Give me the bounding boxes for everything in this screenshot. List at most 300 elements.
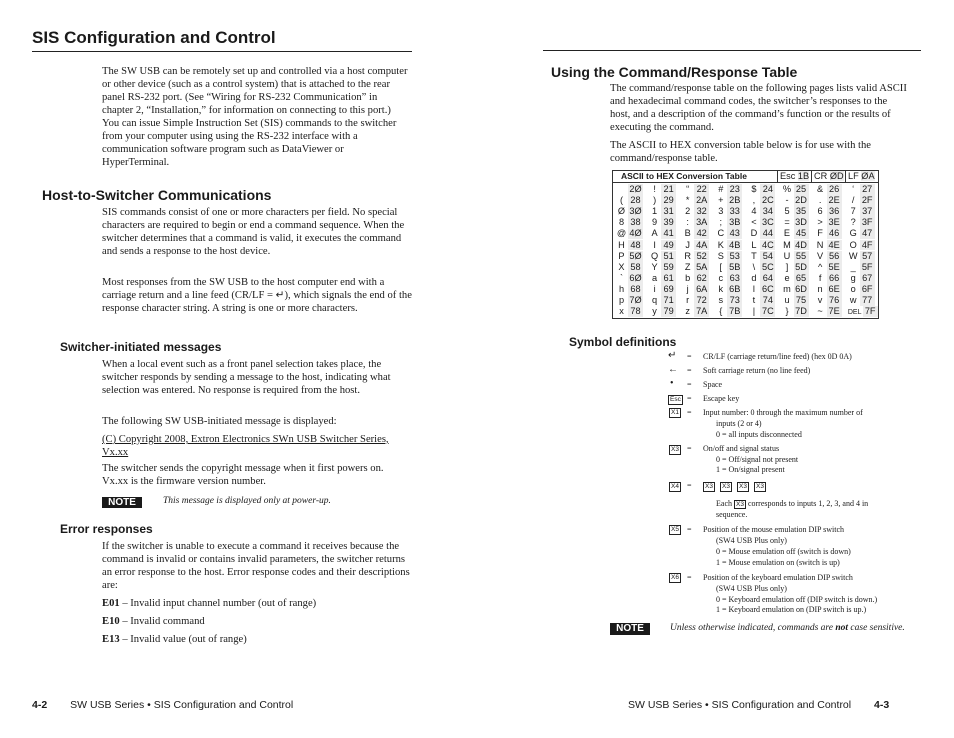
table-cell: [781, 284, 809, 295]
hex-code: 7F: [863, 306, 878, 317]
soft-return-arrow-icon: ←: [668, 364, 678, 375]
table-cell: [714, 206, 742, 217]
table-cell: [681, 195, 709, 206]
note-pre: Unless otherwise indicated, commands are: [670, 623, 836, 633]
table-cell: [781, 217, 809, 228]
x5-desc-line4: 1 = Mouse emulation on (switch is up): [716, 558, 840, 567]
table-cell: [714, 228, 742, 239]
hex-code: 3E: [828, 217, 840, 228]
note-badge-right: NOTE: [610, 623, 650, 635]
x6-desc-line3: 0 = Keyboard emulation off (DIP switch is down.): [716, 595, 878, 604]
ascii-char: T: [751, 250, 757, 261]
copyright-message: (C) Copyright 2008, Extron Electronics SWn USB Switcher Series, Vx.xx: [102, 434, 389, 458]
each-x3-desc-line2: sequence.: [716, 510, 748, 519]
ascii-char: ~: [817, 306, 823, 317]
table-cell: [648, 251, 676, 262]
symbol-crlf-desc: CR/LF (carriage return/line feed) (hex 0D 0A): [703, 352, 852, 361]
table-cell: [847, 273, 875, 284]
ascii-char: }: [785, 306, 789, 317]
hex-code: 3F: [860, 217, 875, 228]
hex-code: 73: [727, 295, 742, 306]
table-cell: [847, 240, 875, 251]
table-cell: [847, 184, 875, 195]
table-cell: [714, 295, 742, 306]
ascii-char: F: [817, 228, 823, 239]
error-desc: – Invalid input channel number (out of range): [119, 598, 317, 609]
hex-code: 2C: [762, 195, 774, 206]
hex-code: 5C: [762, 261, 774, 272]
hex-code: 24: [760, 184, 775, 195]
ascii-char: g: [850, 272, 856, 283]
heading-host-to-switcher: Host-to-Switcher Communications: [42, 187, 272, 203]
ascii-char: >: [817, 217, 823, 228]
table-cell: [681, 184, 709, 195]
ascii-char: Y: [651, 261, 658, 272]
ascii-char: W: [848, 250, 858, 261]
table-cell: [615, 284, 643, 295]
table-cell: [681, 206, 709, 217]
table-cell: [681, 217, 709, 228]
equals-sign: =: [687, 444, 692, 453]
x5-desc-line3: 0 = Mouse emulation off (switch is down): [716, 547, 851, 556]
x3-desc-line3: 1 = On/signal present: [716, 465, 785, 474]
hex-code: 48: [628, 240, 643, 251]
page-number-left: 4-2: [32, 699, 48, 711]
hex-code: 2A: [696, 195, 708, 206]
hex-code: 29: [661, 195, 676, 206]
hex-code: 21: [661, 184, 676, 195]
hex-code: 78: [628, 306, 643, 317]
table-cell: [681, 251, 709, 262]
hex-code: 56: [827, 251, 842, 262]
hex-code: 38: [628, 217, 643, 228]
local-event-paragraph: When a local event such as a front panel selection takes place, the switcher responds by sending a message to the host, indicating what selection was entered. No response is required from the host.: [102, 359, 391, 396]
ascii-char: R: [684, 250, 691, 261]
ascii-char: o: [850, 283, 856, 294]
ascii-char: 7: [850, 206, 856, 217]
table-cell: [615, 295, 643, 306]
ascii-char: +: [718, 195, 724, 206]
ascii-char: A: [651, 228, 658, 239]
heading-symbol-definitions: Symbol definitions: [569, 335, 677, 349]
heading-command-response-table: Using the Command/Response Table: [551, 64, 798, 80]
hex-code: 64: [760, 273, 775, 284]
hex-code: 28: [628, 195, 643, 206]
x3-variable-icon: X3: [705, 483, 713, 490]
table-cell: [814, 228, 842, 239]
x1-desc-line3: 0 = all inputs disconnected: [716, 430, 802, 439]
ascii-char: d: [751, 272, 757, 283]
ascii-char: n: [817, 283, 823, 294]
hex-code: 62: [694, 273, 709, 284]
hex-code: 31: [661, 206, 676, 217]
ascii-char: s: [718, 295, 724, 305]
x1-desc-line1: Input number: 0 through the maximum number of: [703, 408, 863, 417]
x3-variable-icon: X3: [722, 483, 730, 490]
error-code: E10: [102, 616, 120, 627]
responses-paragraph: Most responses from the SW USB to the host computer end with a carriage return and a line feed (CR/LF = ↵), which signals the end of the response character string. A string is one or more characters.: [102, 277, 412, 314]
ascii-char: f: [818, 272, 822, 283]
ascii-paragraph: The ASCII to HEX conversion table below is for use with the command/response table.: [610, 140, 871, 164]
space-bullet-icon: •: [670, 378, 674, 389]
ascii-char: B: [684, 228, 691, 239]
ascii-char: {: [719, 306, 723, 317]
hex-code: 51: [661, 251, 676, 262]
hex-code: 7D: [795, 306, 807, 317]
hex-code: 27: [860, 184, 875, 195]
ascii-char: !: [653, 184, 656, 194]
symbol-space-desc: Space: [703, 380, 723, 389]
hex-code: 23: [727, 184, 742, 195]
table-cell: [714, 306, 742, 317]
ascii-char: q: [652, 295, 658, 305]
x3-variable-icon: X3: [736, 501, 744, 508]
ascii-char: _: [850, 261, 856, 272]
table-cell: [781, 251, 809, 262]
x5-variable-icon: X5: [671, 526, 679, 533]
table-cell: [714, 251, 742, 262]
hex-code: 44: [760, 228, 775, 239]
hex-code: 7A: [696, 306, 708, 317]
ascii-char: =: [784, 217, 790, 228]
table-title: ASCII to HEX Conversion Table: [621, 171, 747, 181]
note-post: case sensitive.: [848, 623, 905, 633]
footer-left: [32, 699, 293, 711]
hex-code: 53: [727, 251, 742, 262]
hex-code: 4E: [828, 239, 840, 250]
hex-code: 42: [694, 228, 709, 239]
table-cell: [714, 240, 742, 251]
table-cell: [615, 217, 643, 228]
ascii-char: w: [849, 295, 857, 305]
ascii-char: e: [784, 272, 790, 283]
header-char: LF: [848, 171, 859, 181]
table-cell: [648, 295, 676, 306]
ascii-char: E: [783, 228, 791, 239]
ascii-char: \: [752, 261, 756, 272]
ascii-hex-table: [612, 170, 879, 319]
table-cell: [814, 217, 842, 228]
table-cell: [781, 262, 809, 273]
hex-code: 6B: [729, 283, 741, 294]
ascii-char: %: [782, 184, 792, 194]
hex-code: 7E: [828, 306, 840, 317]
header-char: Esc: [780, 171, 796, 181]
hex-code: 25: [794, 184, 809, 195]
x6-desc-line2: (SW4 USB Plus only): [716, 584, 787, 593]
ascii-char: H: [618, 239, 625, 250]
hex-code: 6Ø: [629, 272, 642, 283]
table-cell: [714, 217, 742, 228]
ascii-char: *: [685, 195, 690, 206]
table-cell: [781, 228, 809, 239]
hex-code: 49: [661, 240, 676, 251]
ascii-char: G: [849, 228, 857, 239]
table-cell: [847, 228, 875, 239]
hex-code: 72: [694, 295, 709, 306]
ascii-char: 4: [751, 206, 757, 217]
x5-desc-line1: Position of the mouse emulation DIP switch: [703, 525, 845, 534]
table-cell: [681, 273, 709, 284]
table-cell: [781, 306, 809, 317]
ascii-char: $: [751, 184, 757, 194]
hex-code: 57: [860, 251, 875, 262]
table-cell: [681, 284, 709, 295]
hex-code: 63: [727, 273, 742, 284]
ascii-char: l: [752, 283, 755, 294]
equals-sign: =: [687, 481, 692, 490]
table-cell: [814, 184, 842, 195]
ascii-char: ,: [752, 195, 756, 206]
table-cell: [615, 228, 643, 239]
ascii-char: <: [751, 217, 757, 228]
ascii-char: K: [717, 239, 724, 250]
ascii-char: #: [718, 184, 724, 194]
ascii-char: x: [619, 306, 624, 317]
hex-code: 3D: [795, 217, 807, 228]
table-cell: [648, 206, 676, 217]
hex-code: 68: [628, 284, 643, 295]
ascii-char: .: [818, 195, 822, 206]
hex-code: 2F: [860, 195, 875, 206]
ascii-char: N: [816, 239, 824, 250]
ascii-char: p: [618, 295, 625, 305]
hex-code: 7Ø: [629, 295, 642, 305]
equals-sign: =: [687, 525, 692, 534]
hex-code: 61: [661, 273, 676, 284]
hex-code: 4B: [729, 239, 741, 250]
hex-code: 2Ø: [629, 184, 642, 194]
table-cell: [781, 273, 809, 284]
intro-paragraph: The SW USB can be remotely set up and controlled via a host computer or other device (such as a control system) that is attached to the rear panel RS-232 port. (See “Wiring for RS-232 Communication” in chapter 2, “Installation,” for information on connecting to this port.) You can issue Simple Instruction Set (SIS) commands to the switcher from your computer using using the RS-232 interface with a communication software program such as DataViewer or HyperTerminal.: [102, 66, 408, 168]
table-cell: [814, 206, 842, 217]
equals-sign: =: [687, 573, 692, 582]
table-cell: [814, 273, 842, 284]
errors-paragraph: If the switcher is unable to execute a command it receives because the command is invalid or contains invalid parameters, the switcher returns an error response to the host. Error response codes and their descriptions are:: [102, 541, 410, 591]
table-cell: [814, 306, 842, 317]
hex-code: 3C: [762, 217, 774, 228]
equals-sign: =: [687, 380, 692, 389]
hex-code: 67: [860, 273, 875, 284]
table-cell: [615, 262, 643, 273]
hex-code: 6A: [696, 283, 708, 294]
esc-key-icon: Esc: [670, 396, 681, 403]
hex-code: 43: [727, 228, 742, 239]
ascii-char: O: [849, 239, 857, 250]
table-header: [613, 171, 878, 183]
table-cell: [648, 240, 676, 251]
ascii-char: ‘: [852, 184, 855, 194]
ascii-char: S: [717, 250, 724, 261]
table-cell: [681, 295, 709, 306]
each-x3-desc: [716, 499, 926, 509]
note-text-left: This message is displayed only at power-up.: [163, 496, 331, 506]
ascii-char: M: [783, 239, 791, 250]
error-row: [102, 615, 205, 628]
table-paragraph: The command/response table on the following pages lists valid ASCII and hexadecimal command codes, the switcher’s responses to the host, and a description of the command’s function or the results of executing the command.: [610, 83, 907, 133]
page-title-left: SIS Configuration and Control: [32, 28, 276, 47]
x3-desc-line1: On/off and signal status: [703, 444, 780, 453]
hex-code: 69: [661, 284, 676, 295]
ascii-char: 9: [652, 217, 658, 228]
ascii-char: J: [685, 239, 690, 250]
table-cell: [781, 184, 809, 195]
x6-desc-line1: Position of the keyboard emulation DIP switch: [703, 573, 853, 582]
table-cell: [681, 240, 709, 251]
x6-desc-line4: 1 = Keyboard emulation on (DIP switch is up.): [716, 605, 867, 614]
title-rule-right: [543, 50, 921, 51]
page-number-right: 4-3: [874, 699, 890, 711]
header-hex: ØD: [829, 171, 844, 181]
symbol-escape-desc: Escape key: [703, 394, 740, 403]
table-cell: [648, 262, 676, 273]
ascii-char: @: [616, 228, 627, 239]
ascii-char: ^: [817, 261, 823, 272]
error-row: [102, 597, 316, 610]
hex-code: 22: [694, 184, 709, 195]
ascii-char: V: [817, 250, 824, 261]
table-cell: [747, 195, 775, 206]
sis-paragraph: SIS commands consist of one or more characters per field. No special characters are required to begin or end a command sequence. When the switcher determines that a command is valid, it executes the command and sends a response to the host device.: [102, 207, 405, 257]
hex-code: 2D: [795, 195, 807, 206]
ascii-char: U: [783, 250, 791, 261]
ascii-char: L: [751, 239, 757, 250]
hex-code: 4C: [762, 239, 774, 250]
heading-error-responses: Error responses: [60, 522, 153, 536]
hex-code: 5B: [729, 261, 741, 272]
x1-desc-line2: inputs (2 or 4): [716, 419, 762, 428]
table-cell: [847, 284, 875, 295]
ascii-char: h: [618, 283, 625, 294]
hex-code: 46: [827, 228, 842, 239]
table-cell: [747, 251, 775, 262]
ascii-char: D: [750, 228, 758, 239]
ascii-char: z: [685, 306, 690, 317]
error-code: E01: [102, 598, 120, 609]
each-pre: Each: [716, 499, 734, 508]
hex-code: 58: [628, 262, 643, 273]
hex-code: 3A: [696, 217, 708, 228]
ascii-char: C: [717, 228, 725, 239]
hex-code: 76: [827, 295, 842, 306]
hex-code: 55: [794, 251, 809, 262]
table-cell: [714, 184, 742, 195]
header-char: CR: [814, 171, 828, 181]
hex-code: 35: [794, 206, 809, 217]
ascii-char: u: [784, 295, 790, 305]
ascii-char: X: [618, 261, 625, 272]
table-cell: [847, 295, 875, 306]
hex-code: 6F: [860, 284, 875, 295]
ascii-char: a: [652, 272, 658, 283]
hex-code: 3B: [729, 217, 741, 228]
table-cell: [847, 306, 878, 317]
hex-code: 4Ø: [629, 228, 642, 239]
table-cell: [681, 228, 709, 239]
hex-code: 75: [794, 295, 809, 306]
table-cell: [648, 184, 676, 195]
hex-code: 54: [760, 251, 775, 262]
table-cell: [747, 240, 775, 251]
table-cell: [747, 206, 775, 217]
table-cell: [648, 273, 676, 284]
table-cell: [648, 217, 676, 228]
table-cell: [814, 284, 842, 295]
error-desc: – Invalid command: [119, 616, 205, 627]
x5-desc-line2: (SW4 USB Plus only): [716, 536, 787, 545]
table-cell: [814, 251, 842, 262]
table-cell: [648, 195, 676, 206]
ascii-char: 1: [652, 206, 658, 217]
hex-code: 4F: [860, 240, 875, 251]
ascii-char: r: [686, 295, 690, 305]
table-header-lf: [845, 171, 875, 182]
table-cell: [747, 295, 775, 306]
footer-text-left: SW USB Series • SIS Configuration and Control: [70, 699, 294, 711]
ascii-char: &: [817, 184, 824, 194]
hex-code: 6E: [828, 283, 840, 294]
x4-variable-icon: X4: [671, 483, 679, 490]
table-cell: [615, 240, 643, 251]
x3-variable-icon: X3: [739, 483, 747, 490]
footer-right: [628, 699, 889, 711]
x3-desc-line2: 0 = Off/signal not present: [716, 455, 799, 464]
ascii-char: |: [752, 306, 756, 317]
hex-code: 33: [727, 206, 742, 217]
table-header-esc: [777, 171, 809, 182]
ascii-char: ;: [719, 217, 723, 228]
table-cell: [615, 195, 643, 206]
ascii-char: Z: [684, 261, 691, 272]
table-cell: [714, 284, 742, 295]
hex-code: 4A: [696, 239, 708, 250]
table-cell: [781, 295, 809, 306]
ascii-char: ): [653, 195, 657, 206]
hex-code: 2E: [828, 195, 840, 206]
table-cell: [781, 195, 809, 206]
table-cell: [814, 195, 842, 206]
ascii-char: 5: [784, 206, 790, 217]
hex-code: 7C: [762, 306, 774, 317]
hex-code: 32: [694, 206, 709, 217]
table-cell: [781, 240, 809, 251]
hex-code: 5D: [795, 261, 807, 272]
hex-code: 5Ø: [629, 250, 642, 261]
note-badge-left: NOTE: [102, 497, 142, 508]
hex-code: 26: [827, 184, 842, 195]
hex-code: 66: [827, 273, 842, 284]
table-cell: [847, 195, 875, 206]
ascii-char: m: [783, 283, 791, 294]
table-cell: [814, 262, 842, 273]
hex-code: 5A: [696, 261, 708, 272]
hex-code: 59: [661, 262, 676, 273]
header-hex: ØA: [861, 171, 875, 181]
hex-code: 45: [794, 228, 809, 239]
equals-sign: =: [687, 408, 692, 417]
table-cell: [714, 273, 742, 284]
ascii-char: v: [817, 295, 823, 305]
ascii-char: 6: [817, 206, 823, 217]
hex-code: 41: [661, 228, 676, 239]
ascii-char: c: [718, 272, 724, 283]
ascii-char: 2: [685, 206, 691, 217]
footer-text-right: SW USB Series • SIS Configuration and Control: [628, 699, 852, 711]
ascii-char: j: [686, 283, 689, 294]
x3-variable-icon: X3: [671, 446, 679, 453]
hex-code: 71: [661, 295, 676, 306]
table-cell: [615, 273, 643, 284]
